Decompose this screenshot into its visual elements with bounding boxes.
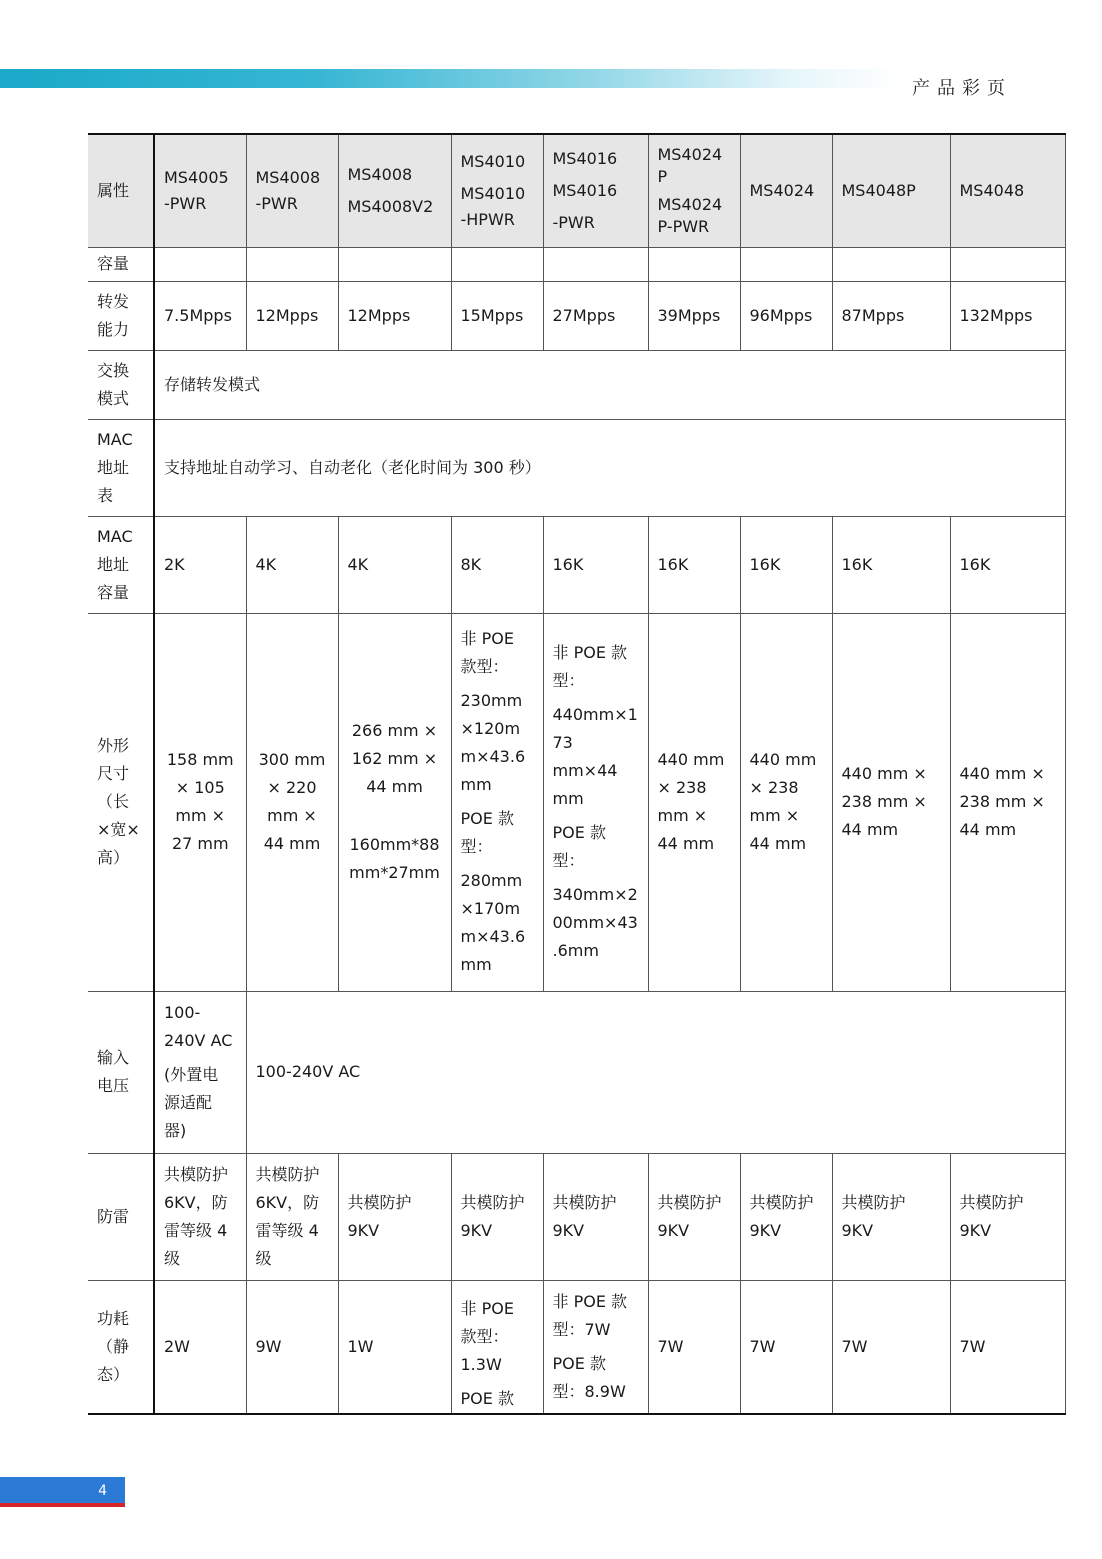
header-attr: 属性 [88, 134, 154, 247]
table-cell: 7W [832, 1280, 950, 1414]
table-cell: 存储转发模式 [154, 350, 1065, 419]
header-model: MS4024 [740, 134, 832, 247]
forwarding-row [88, 281, 1065, 350]
table-cell: 12Mpps [338, 281, 451, 350]
table-cell: 4K [246, 516, 338, 613]
table-cell: 16K [740, 516, 832, 613]
table-cell: 非 POE 款型： 1.3W POE 款 [451, 1280, 543, 1414]
table-cell: 266 mm × 162 mm × 44 mm 160mm*88 mm*27mm [338, 613, 451, 991]
table-cell [451, 247, 543, 281]
row-label: 外形 尺寸 （长 ×宽× 高） [88, 613, 154, 991]
row-label: MAC 地址 表 [88, 419, 154, 516]
table-cell: 1W [338, 1280, 451, 1414]
table-cell: 共模防护 6KV，防 雷等级 4 级 [154, 1153, 246, 1280]
table-cell: 16K [832, 516, 950, 613]
mac-capacity-row [88, 516, 1065, 613]
table-cell: 100-240V AC [246, 991, 1065, 1153]
table-cell: 非 POE 款 型：7W POE 款 型：8.9W [543, 1280, 648, 1414]
table-cell: 共模防护 9KV [543, 1153, 648, 1280]
table-cell [950, 247, 1065, 281]
table-cell: 300 mm × 220 mm × 44 mm [246, 613, 338, 991]
row-label: MAC 地址 容量 [88, 516, 154, 613]
table-cell [338, 247, 451, 281]
table-cell: 16K [648, 516, 740, 613]
table-cell: 共模防护 9KV [740, 1153, 832, 1280]
table-cell: 共模防护 9KV [338, 1153, 451, 1280]
table-cell: 87Mpps [832, 281, 950, 350]
table-cell: 39Mpps [648, 281, 740, 350]
table-cell: 440 mm × 238 mm × 44 mm [740, 613, 832, 991]
table-cell [648, 247, 740, 281]
table-cell: 非 POE 款 型： 440mm×1 73 mm×44 mm POE 款 型： 340mm×2 00mm×43 .6mm [543, 613, 648, 991]
table-cell: 4K [338, 516, 451, 613]
page-number: 4 [0, 1477, 125, 1505]
row-label: 容量 [88, 247, 154, 281]
table-cell: 96Mpps [740, 281, 832, 350]
header-model: MS4010 MS4010 -HPWR [451, 134, 543, 247]
table-cell: 2K [154, 516, 246, 613]
capacity-row [88, 247, 1065, 281]
table-cell: 7W [648, 1280, 740, 1414]
table-cell: 158 mm × 105 mm × 27 mm [154, 613, 246, 991]
spec-table [88, 133, 1066, 1415]
header-model: MS4016 MS4016 -PWR [543, 134, 648, 247]
table-cell: 15Mpps [451, 281, 543, 350]
header-model: MS4008 MS4008V2 [338, 134, 451, 247]
table-cell: 2W [154, 1280, 246, 1414]
header-model: MS4048P [832, 134, 950, 247]
header-band [0, 69, 900, 88]
table-cell: 共模防护 9KV [451, 1153, 543, 1280]
dimensions-row [88, 613, 1065, 991]
table-cell: 27Mpps [543, 281, 648, 350]
header-row [88, 134, 1065, 247]
table-cell: 共模防护 9KV [950, 1153, 1065, 1280]
table-cell: 7W [950, 1280, 1065, 1414]
switch-mode-row [88, 350, 1065, 419]
table-cell: 非 POE 款型： 230mm ×120m m×43.6 mm POE 款 型： 280mm ×170m m×43.6 mm [451, 613, 543, 991]
input-voltage-row [88, 991, 1065, 1153]
table-cell [154, 247, 246, 281]
table-cell: 共模防护 9KV [832, 1153, 950, 1280]
table-cell: 100- 240V AC (外置电 源适配 器) [154, 991, 246, 1153]
header-model: MS4024 P MS4024 P-PWR [648, 134, 740, 247]
table-cell: 440 mm × 238 mm × 44 mm [648, 613, 740, 991]
table-cell: 8K [451, 516, 543, 613]
table-cell: 9W [246, 1280, 338, 1414]
row-label: 交换 模式 [88, 350, 154, 419]
table-cell: 12Mpps [246, 281, 338, 350]
header-model: MS4008 -PWR [246, 134, 338, 247]
table-cell: 7.5Mpps [154, 281, 246, 350]
table-cell [543, 247, 648, 281]
table-cell: 440 mm × 238 mm × 44 mm [832, 613, 950, 991]
table-cell: 16K [950, 516, 1065, 613]
footer-accent-line [0, 1503, 125, 1507]
row-label: 防雷 [88, 1153, 154, 1280]
lightning-row [88, 1153, 1065, 1280]
power-row [88, 1280, 1065, 1414]
page-header-title: 产品彩页 [912, 78, 1012, 99]
table-cell: 16K [543, 516, 648, 613]
header-model: MS4048 [950, 134, 1065, 247]
table-cell [740, 247, 832, 281]
table-cell: 共模防护 6KV，防 雷等级 4 级 [246, 1153, 338, 1280]
table-cell: 7W [740, 1280, 832, 1414]
table-cell: 132Mpps [950, 281, 1065, 350]
row-label: 输入 电压 [88, 991, 154, 1153]
table-cell: 共模防护 9KV [648, 1153, 740, 1280]
mac-table-row [88, 419, 1065, 516]
row-label: 功耗 （静 态） [88, 1280, 154, 1414]
row-label: 转发 能力 [88, 281, 154, 350]
table-cell [832, 247, 950, 281]
table-cell: 支持地址自动学习、自动老化（老化时间为 300 秒） [154, 419, 1065, 516]
table-cell: 440 mm × 238 mm × 44 mm [950, 613, 1065, 991]
header-model: MS4005 -PWR [154, 134, 246, 247]
table-cell [246, 247, 338, 281]
